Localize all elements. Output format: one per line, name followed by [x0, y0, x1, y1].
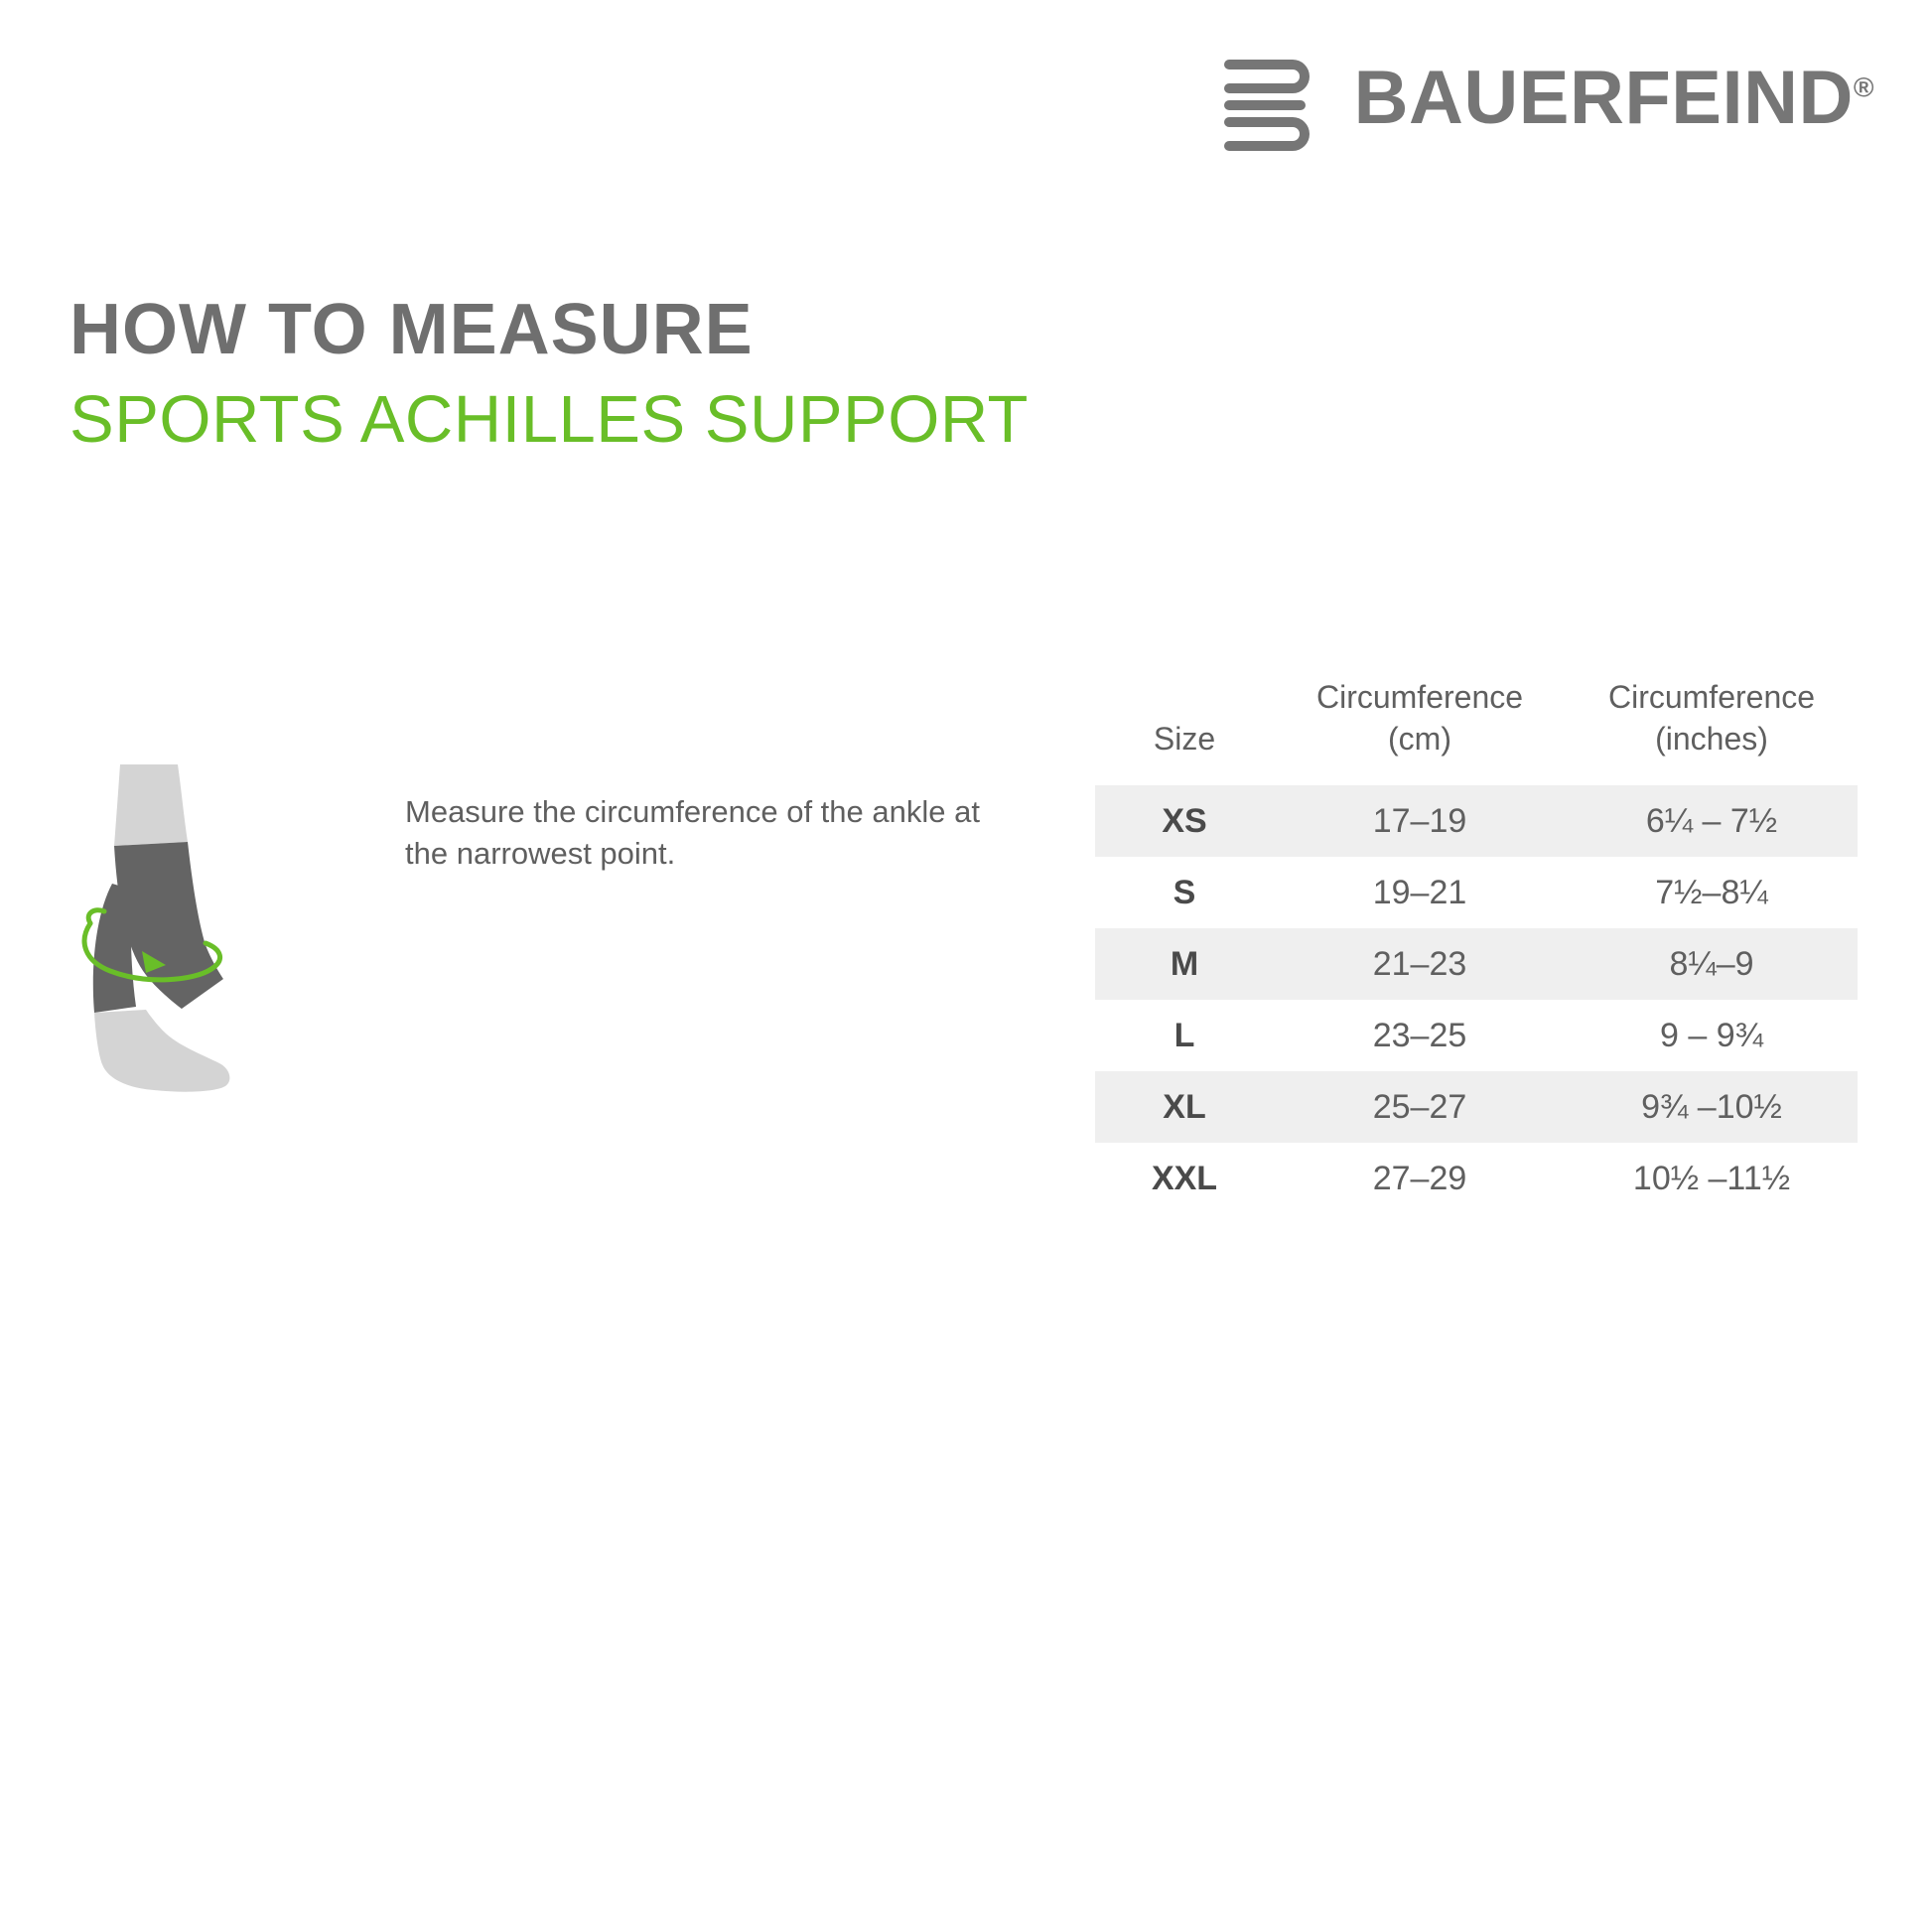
cell-size: XXL — [1151, 1160, 1218, 1197]
table-row — [1095, 857, 1858, 928]
column-header-cm-line1: Circumference — [1315, 679, 1524, 715]
measurement-instruction: Measure the circumference of the ankle at the narrowest point. — [405, 794, 980, 871]
table-row — [1095, 928, 1858, 1000]
bauerfeind-logo-mark — [1223, 55, 1340, 152]
table-row — [1095, 1000, 1858, 1071]
table-body — [1095, 785, 1858, 1214]
cell-circumference-cm: 19–21 — [1372, 874, 1467, 911]
brand-name-text: BAUERFEIND — [1353, 56, 1854, 140]
column-header-circumference-inches — [1566, 670, 1858, 785]
table-row — [1095, 785, 1858, 857]
table-header — [1095, 670, 1858, 785]
column-header-inches-line2: (inches) — [1655, 721, 1768, 757]
cell-circumference-cm: 25–27 — [1274, 1071, 1566, 1143]
cell-circumference-inches: 9¾ –10½ — [1566, 1071, 1858, 1143]
ankle-measurement-illustration — [55, 764, 293, 1162]
page-title: HOW TO MEASURE — [69, 290, 754, 369]
ankle-support-sleeve — [93, 842, 223, 1013]
brand-logo — [1223, 55, 1874, 152]
cell-size: M — [1095, 928, 1274, 1000]
page-subtitle: SPORTS ACHILLES SUPPORT — [69, 382, 1029, 457]
cell-size: XL — [1095, 1071, 1274, 1143]
table-row — [1095, 1143, 1858, 1214]
registered-mark: ® — [1853, 71, 1874, 103]
cell-circumference-cm: 17–19 — [1274, 785, 1566, 857]
cell-size: L — [1173, 1017, 1195, 1054]
size-chart-table — [1095, 670, 1858, 1214]
cell-size: S — [1173, 874, 1196, 911]
cell-circumference-cm: 23–25 — [1372, 1017, 1467, 1054]
brand-name — [1354, 55, 1874, 142]
cell-circumference-inches: 6¼ – 7½ — [1566, 785, 1858, 857]
cell-circumference-inches: 7½–8¼ — [1655, 874, 1768, 911]
cell-circumference-cm: 21–23 — [1274, 928, 1566, 1000]
cell-circumference-inches: 10½ –11½ — [1632, 1160, 1791, 1197]
column-header-size: Size — [1153, 721, 1216, 757]
cell-size: XS — [1095, 785, 1274, 857]
column-header-cm-line2: (cm) — [1388, 721, 1451, 757]
cell-circumference-cm: 27–29 — [1372, 1160, 1467, 1197]
cell-circumference-inches: 9 – 9¾ — [1660, 1017, 1763, 1054]
table-header-row — [1095, 670, 1858, 785]
table-row — [1095, 1071, 1858, 1143]
column-header-circumference-cm — [1274, 670, 1566, 785]
page-title-block — [69, 288, 1029, 461]
column-header-inches-line1: Circumference — [1607, 679, 1816, 715]
cell-circumference-inches: 8¼–9 — [1566, 928, 1858, 1000]
